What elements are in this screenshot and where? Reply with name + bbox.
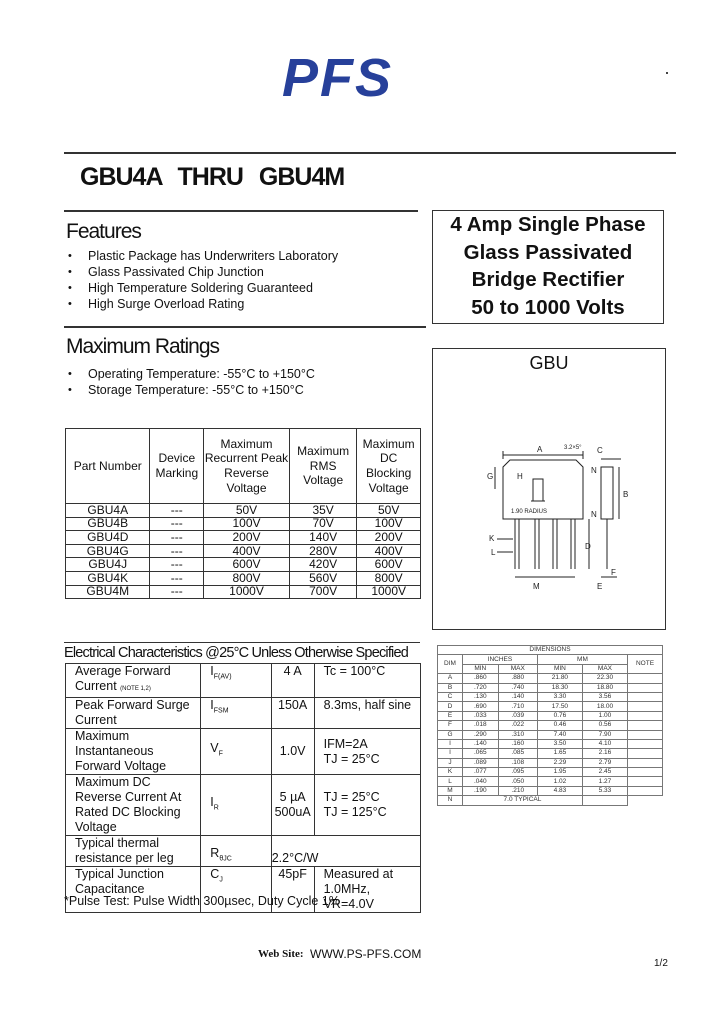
label-A: A xyxy=(537,445,543,454)
table-cell: .690 xyxy=(463,702,499,711)
table-cell: J xyxy=(438,758,463,767)
col-dc-blocking-voltage: Maximum DC Blocking Voltage xyxy=(357,429,421,504)
table-cell: 700V xyxy=(289,585,356,599)
logo-text: PFS xyxy=(282,48,394,108)
table-cell: 21.80 xyxy=(537,674,582,683)
table-cell: 18.30 xyxy=(537,683,582,692)
table-cell: 140V xyxy=(289,531,356,545)
table-cell xyxy=(582,796,627,805)
table-cell: C xyxy=(438,692,463,701)
table-cell: .085 xyxy=(498,749,537,758)
table-cell: 0.56 xyxy=(582,721,627,730)
table-row xyxy=(438,749,663,758)
table-cell: 18.00 xyxy=(582,702,627,711)
label-K: K xyxy=(489,534,495,543)
table-cell: .018 xyxy=(463,721,499,730)
table-row xyxy=(438,777,663,786)
table-cell: .710 xyxy=(498,702,537,711)
table-cell: 1.65 xyxy=(537,749,582,758)
website-label: Web Site: xyxy=(258,948,304,960)
table-row xyxy=(438,711,663,720)
table-cell: --- xyxy=(150,571,204,585)
table-cell xyxy=(628,730,663,739)
table-cell: 100V xyxy=(357,517,421,531)
electrical-table xyxy=(65,663,421,913)
table-cell: 17.50 xyxy=(537,702,582,711)
table-cell: --- xyxy=(150,544,204,558)
table-cell: GBU4J xyxy=(66,558,150,572)
table-row xyxy=(438,721,663,730)
table-cell xyxy=(628,702,663,711)
label-E: E xyxy=(597,582,603,591)
desc-line: Bridge Rectifier xyxy=(471,268,625,291)
table-cell: .740 xyxy=(498,683,537,692)
table-cell: 2.29 xyxy=(537,758,582,767)
table-cell: .108 xyxy=(498,758,537,767)
ratings-rule-top xyxy=(64,326,426,328)
table-cell xyxy=(628,711,663,720)
table-cell: .033 xyxy=(463,711,499,720)
table-row xyxy=(66,571,421,585)
table-cell: 420V xyxy=(289,558,356,572)
table-row: Average Forward Current (NOTE 1,2) $I_{F(AV)}$ 4 A Tc = 100°C xyxy=(66,664,421,698)
feature-item: • Glass Passivated Chip Junction xyxy=(66,264,426,280)
col-part-number: Part Number xyxy=(66,429,150,504)
table-cell: .160 xyxy=(498,739,537,748)
table-row: Peak Forward Surge Current $I_{FSM}$ 150A 8.3ms, half sine xyxy=(66,698,421,729)
pulse-test-footnote: *Pulse Test: Pulse Width 300µsec, Duty Cycle 1% xyxy=(64,894,340,908)
package-drawing xyxy=(433,379,665,629)
table-cell: A xyxy=(438,674,463,683)
table-cell xyxy=(628,692,663,701)
page-number: 1/2 xyxy=(654,958,668,969)
table-cell: GBU4K xyxy=(66,571,150,585)
max-ratings-table xyxy=(65,428,421,599)
table-row xyxy=(438,702,663,711)
table-row xyxy=(66,544,421,558)
desc-line: 50 to 1000 Volts xyxy=(471,295,625,319)
speck xyxy=(666,72,668,74)
table-cell xyxy=(628,768,663,777)
table-cell: --- xyxy=(150,531,204,545)
package-hole xyxy=(533,479,543,501)
table-cell: F xyxy=(438,721,463,730)
col-rms-voltage: Maximum RMS Voltage xyxy=(289,429,356,504)
table-cell: 18.80 xyxy=(582,683,627,692)
electrical-heading: Electrical Characteristics @25°C Unless Otherwise Specified xyxy=(64,645,409,661)
table-cell: .290 xyxy=(463,730,499,739)
table-row xyxy=(438,796,663,805)
table-cell: 2.16 xyxy=(582,749,627,758)
table-cell: 400V xyxy=(357,544,421,558)
package-title: GBU xyxy=(529,353,569,373)
table-cell: 1000V xyxy=(357,585,421,599)
table-row xyxy=(438,674,663,683)
table-row xyxy=(66,558,421,572)
table-cell: .880 xyxy=(498,674,537,683)
table-cell: 22.30 xyxy=(582,674,627,683)
table-cell: 100V xyxy=(204,517,290,531)
table-cell: N xyxy=(438,796,463,805)
feature-item: • High Surge Overload Rating xyxy=(66,296,426,312)
table-cell: 70V xyxy=(289,517,356,531)
feature-item: • High Temperature Soldering Guaranteed xyxy=(66,280,426,296)
table-cell: GBU4A xyxy=(66,504,150,518)
table-cell: 1000V xyxy=(204,585,290,599)
table-cell: 800V xyxy=(357,571,421,585)
table-cell: .022 xyxy=(498,721,537,730)
table-cell: 280V xyxy=(289,544,356,558)
company-logo xyxy=(282,48,452,108)
table-cell: --- xyxy=(150,517,204,531)
website-link[interactable]: WWW.PS-PFS.COM xyxy=(310,947,422,961)
table-cell: GBU4M xyxy=(66,585,150,599)
dim-col-min-mm: MIN xyxy=(537,664,582,673)
table-cell: D xyxy=(438,702,463,711)
col-peak-reverse-voltage: Maximum Recurrent Peak Reverse Voltage xyxy=(204,429,290,504)
table-row xyxy=(438,739,663,748)
table-cell: 560V xyxy=(289,571,356,585)
table-row: Maximum DC Reverse Current At Rated DC Blocking Voltage $I_R$ 5 µA 500uA TJ = 25°C TJ = 125°C xyxy=(66,775,421,836)
table-row xyxy=(438,758,663,767)
table-cell: 7.90 xyxy=(582,730,627,739)
table-cell: --- xyxy=(150,558,204,572)
table-cell: .065 xyxy=(463,749,499,758)
table-cell: 400V xyxy=(204,544,290,558)
features-rule-top xyxy=(64,210,418,212)
table-cell xyxy=(628,721,663,730)
dim-col-max-mm: MAX xyxy=(582,664,627,673)
table-cell: 3.50 xyxy=(537,739,582,748)
table-row xyxy=(66,531,421,545)
table-row xyxy=(66,585,421,599)
table-cell xyxy=(628,777,663,786)
table-cell: .130 xyxy=(463,692,499,701)
label-B: B xyxy=(623,490,629,499)
table-cell: I xyxy=(438,749,463,758)
label-D: D xyxy=(585,542,591,551)
table-cell: .190 xyxy=(463,786,499,795)
table-cell: 3.30 xyxy=(537,692,582,701)
label-radius: 1.90 RADIUS xyxy=(511,509,548,515)
table-cell: 1.00 xyxy=(582,711,627,720)
dimensions-title: DIMENSIONS xyxy=(438,646,663,655)
label-angle: 3.2×5° xyxy=(564,445,582,451)
table-cell: M xyxy=(438,786,463,795)
table-cell: .310 xyxy=(498,730,537,739)
table-cell: .039 xyxy=(498,711,537,720)
table-cell: K xyxy=(438,768,463,777)
table-cell: G xyxy=(438,730,463,739)
table-row: Typical Junction Capacitance $C_J$ 45pF Measured at 1.0MHz, VR=4.0V xyxy=(66,867,421,913)
table-cell: 2.79 xyxy=(582,758,627,767)
table-cell xyxy=(628,674,663,683)
table-cell: 0.46 xyxy=(537,721,582,730)
page-title: GBU4A THRU GBU4M xyxy=(80,163,345,191)
table-row xyxy=(438,786,663,795)
table-row: Typical thermal resistance per leg $R_{\theta JC}$ 2.2°C/W xyxy=(66,836,421,867)
table-cell: GBU4G xyxy=(66,544,150,558)
table-cell xyxy=(628,758,663,767)
table-cell: .210 xyxy=(498,786,537,795)
table-cell: .140 xyxy=(463,739,499,748)
table-cell: .095 xyxy=(498,768,537,777)
rating-item: • Operating Temperature: -55°C to +150°C xyxy=(66,366,426,382)
features-heading: Features xyxy=(66,220,141,243)
col-device-marking: Device Marking xyxy=(150,429,204,504)
dim-group-mm: MM xyxy=(537,655,627,664)
table-cell: 3.56 xyxy=(582,692,627,701)
table-row xyxy=(66,504,421,518)
table-cell: 800V xyxy=(204,571,290,585)
dim-col-dim: DIM xyxy=(438,655,463,674)
table-row xyxy=(438,683,663,692)
package-side-view xyxy=(601,467,613,519)
table-header-row xyxy=(66,429,421,504)
table-row xyxy=(438,692,663,701)
table-cell: .089 xyxy=(463,758,499,767)
table-cell: 1.95 xyxy=(537,768,582,777)
rating-item: • Storage Temperature: -55°C to +150°C xyxy=(66,382,426,398)
table-cell: GBU4B xyxy=(66,517,150,531)
table-cell: 4.83 xyxy=(537,786,582,795)
table-cell xyxy=(628,683,663,692)
table-cell: 7.40 xyxy=(537,730,582,739)
label-G: G xyxy=(487,472,494,481)
table-row xyxy=(438,768,663,777)
table-cell: 7.0 TYPICAL xyxy=(463,796,583,805)
table-cell: B xyxy=(438,683,463,692)
package-outline-box xyxy=(432,348,666,630)
dim-col-max-in: MAX xyxy=(498,664,537,673)
label-H: H xyxy=(517,472,523,481)
table-cell xyxy=(628,739,663,748)
table-cell: .050 xyxy=(498,777,537,786)
table-cell xyxy=(628,786,663,795)
table-cell: .140 xyxy=(498,692,537,701)
table-cell: L xyxy=(438,777,463,786)
table-cell: 200V xyxy=(204,531,290,545)
label-F: F xyxy=(611,568,616,577)
dim-group-inches: INCHES xyxy=(463,655,538,664)
table-cell: 50V xyxy=(357,504,421,518)
label-C: C xyxy=(597,446,603,455)
ratings-list xyxy=(66,366,426,398)
dimensions-table xyxy=(437,645,663,806)
table-cell: --- xyxy=(150,585,204,599)
table-row xyxy=(66,517,421,531)
table-row xyxy=(438,730,663,739)
table-cell: 200V xyxy=(357,531,421,545)
table-cell: 600V xyxy=(357,558,421,572)
desc-line: Glass Passivated xyxy=(463,240,633,264)
product-description-box xyxy=(432,210,664,324)
table-cell: --- xyxy=(150,504,204,518)
label-M: M xyxy=(533,582,540,591)
table-cell: 1.02 xyxy=(537,777,582,786)
label-L: L xyxy=(491,548,496,557)
table-cell: GBU4D xyxy=(66,531,150,545)
table-cell: 35V xyxy=(289,504,356,518)
table-cell: .860 xyxy=(463,674,499,683)
table-cell: 600V xyxy=(204,558,290,572)
label-N2: N xyxy=(591,510,597,519)
features-list xyxy=(66,248,426,312)
table-cell: 4.10 xyxy=(582,739,627,748)
dim-col-note: NOTE xyxy=(628,655,663,674)
electrical-rule-top xyxy=(64,642,420,643)
table-cell xyxy=(628,749,663,758)
table-cell: .720 xyxy=(463,683,499,692)
table-cell: 5.33 xyxy=(582,786,627,795)
ratings-heading: Maximum Ratings xyxy=(66,335,220,358)
feature-item: • Plastic Package has Underwriters Laboratory xyxy=(66,248,426,264)
table-cell: 50V xyxy=(204,504,290,518)
dim-col-min-in: MIN xyxy=(463,664,499,673)
table-cell: 0.76 xyxy=(537,711,582,720)
label-N: N xyxy=(591,466,597,475)
table-cell: 2.45 xyxy=(582,768,627,777)
header-rule xyxy=(64,152,676,154)
table-cell: .040 xyxy=(463,777,499,786)
table-cell: E xyxy=(438,711,463,720)
table-cell: 1.27 xyxy=(582,777,627,786)
table-cell: .077 xyxy=(463,768,499,777)
table-row: Maximum Instantaneous Forward Voltage $V_F$ 1.0V IFM=2A TJ = 25°C xyxy=(66,729,421,775)
table-cell: I xyxy=(438,739,463,748)
desc-line: 4 Amp Single Phase xyxy=(450,213,646,236)
